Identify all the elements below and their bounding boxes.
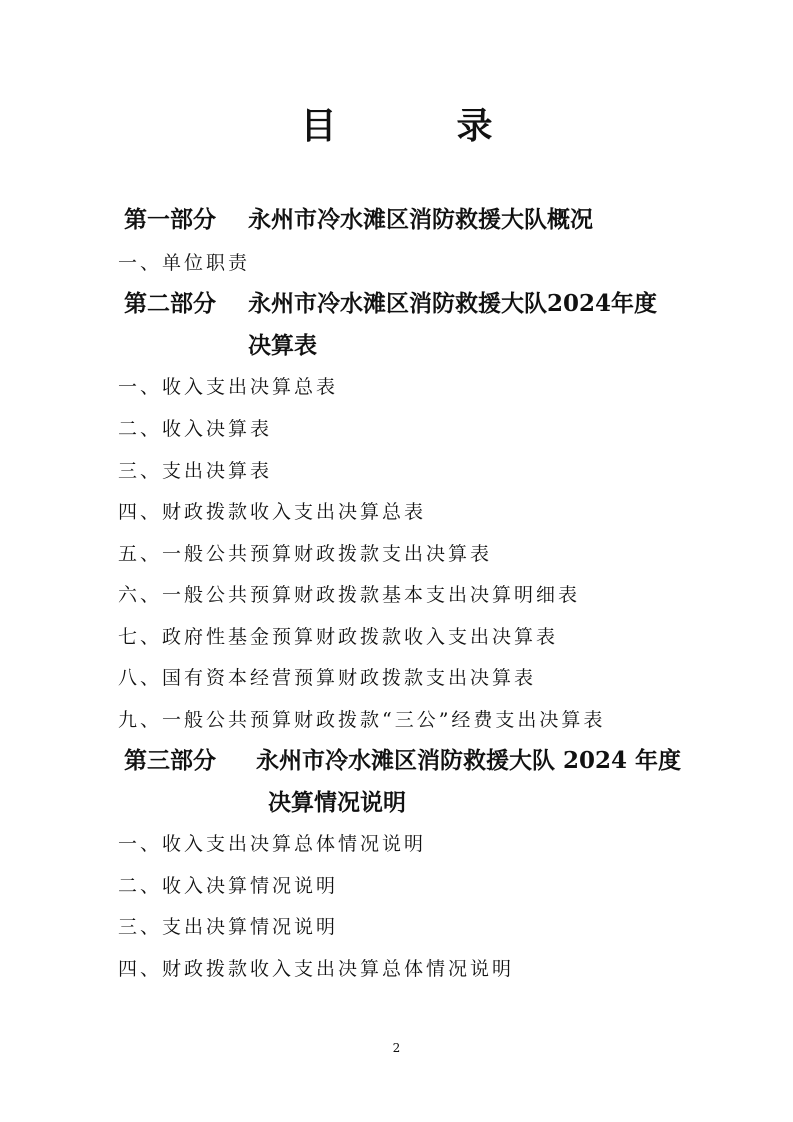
part-3-heading — [124, 745, 681, 777]
toc-item: 三、支出决算表 — [118, 460, 273, 482]
part-2-title: 永州市冷水滩区消防救援大队2024年度 — [248, 290, 658, 317]
part-2-label: 第二部分 — [124, 290, 216, 317]
part-2-heading — [124, 288, 657, 320]
toc-item: 一、单位职责 — [118, 252, 251, 274]
part-1-title: 永州市冷水滩区消防救援大队概况 — [248, 206, 593, 233]
part-2-title-cont: 决算表 — [248, 332, 317, 359]
part-3-title: 永州市冷水滩区消防救援大队 2024 年度 — [256, 747, 682, 774]
part-1-label: 第一部分 — [124, 206, 216, 233]
page-number: 2 — [392, 1041, 401, 1055]
toc-item: 五、一般公共预算财政拨款支出决算表 — [118, 543, 493, 565]
toc-item: 八、国有资本经营预算财政拨款支出决算表 — [118, 667, 537, 689]
toc-item: 四、财政拨款收入支出决算总表 — [118, 501, 427, 523]
toc-item: 二、收入决算情况说明 — [118, 875, 339, 897]
toc-item: 九、一般公共预算财政拨款“三公”经费支出决算表 — [118, 709, 606, 731]
part-1-heading — [124, 204, 593, 236]
toc-item: 七、政府性基金预算财政拨款收入支出决算表 — [118, 626, 559, 648]
toc-item: 一、收入支出决算总表 — [118, 376, 339, 398]
toc-item: 一、收入支出决算总体情况说明 — [118, 833, 427, 855]
toc-item: 六、一般公共预算财政拨款基本支出决算明细表 — [118, 584, 581, 606]
part-3-label: 第三部分 — [124, 747, 216, 774]
toc-item: 四、财政拨款收入支出决算总体情况说明 — [118, 958, 515, 980]
part-3-title-cont: 决算情况说明 — [268, 789, 406, 816]
toc-item: 二、收入决算表 — [118, 418, 273, 440]
toc-item: 三、支出决算情况说明 — [118, 916, 339, 938]
toc-title: 目 录 — [300, 105, 535, 147]
